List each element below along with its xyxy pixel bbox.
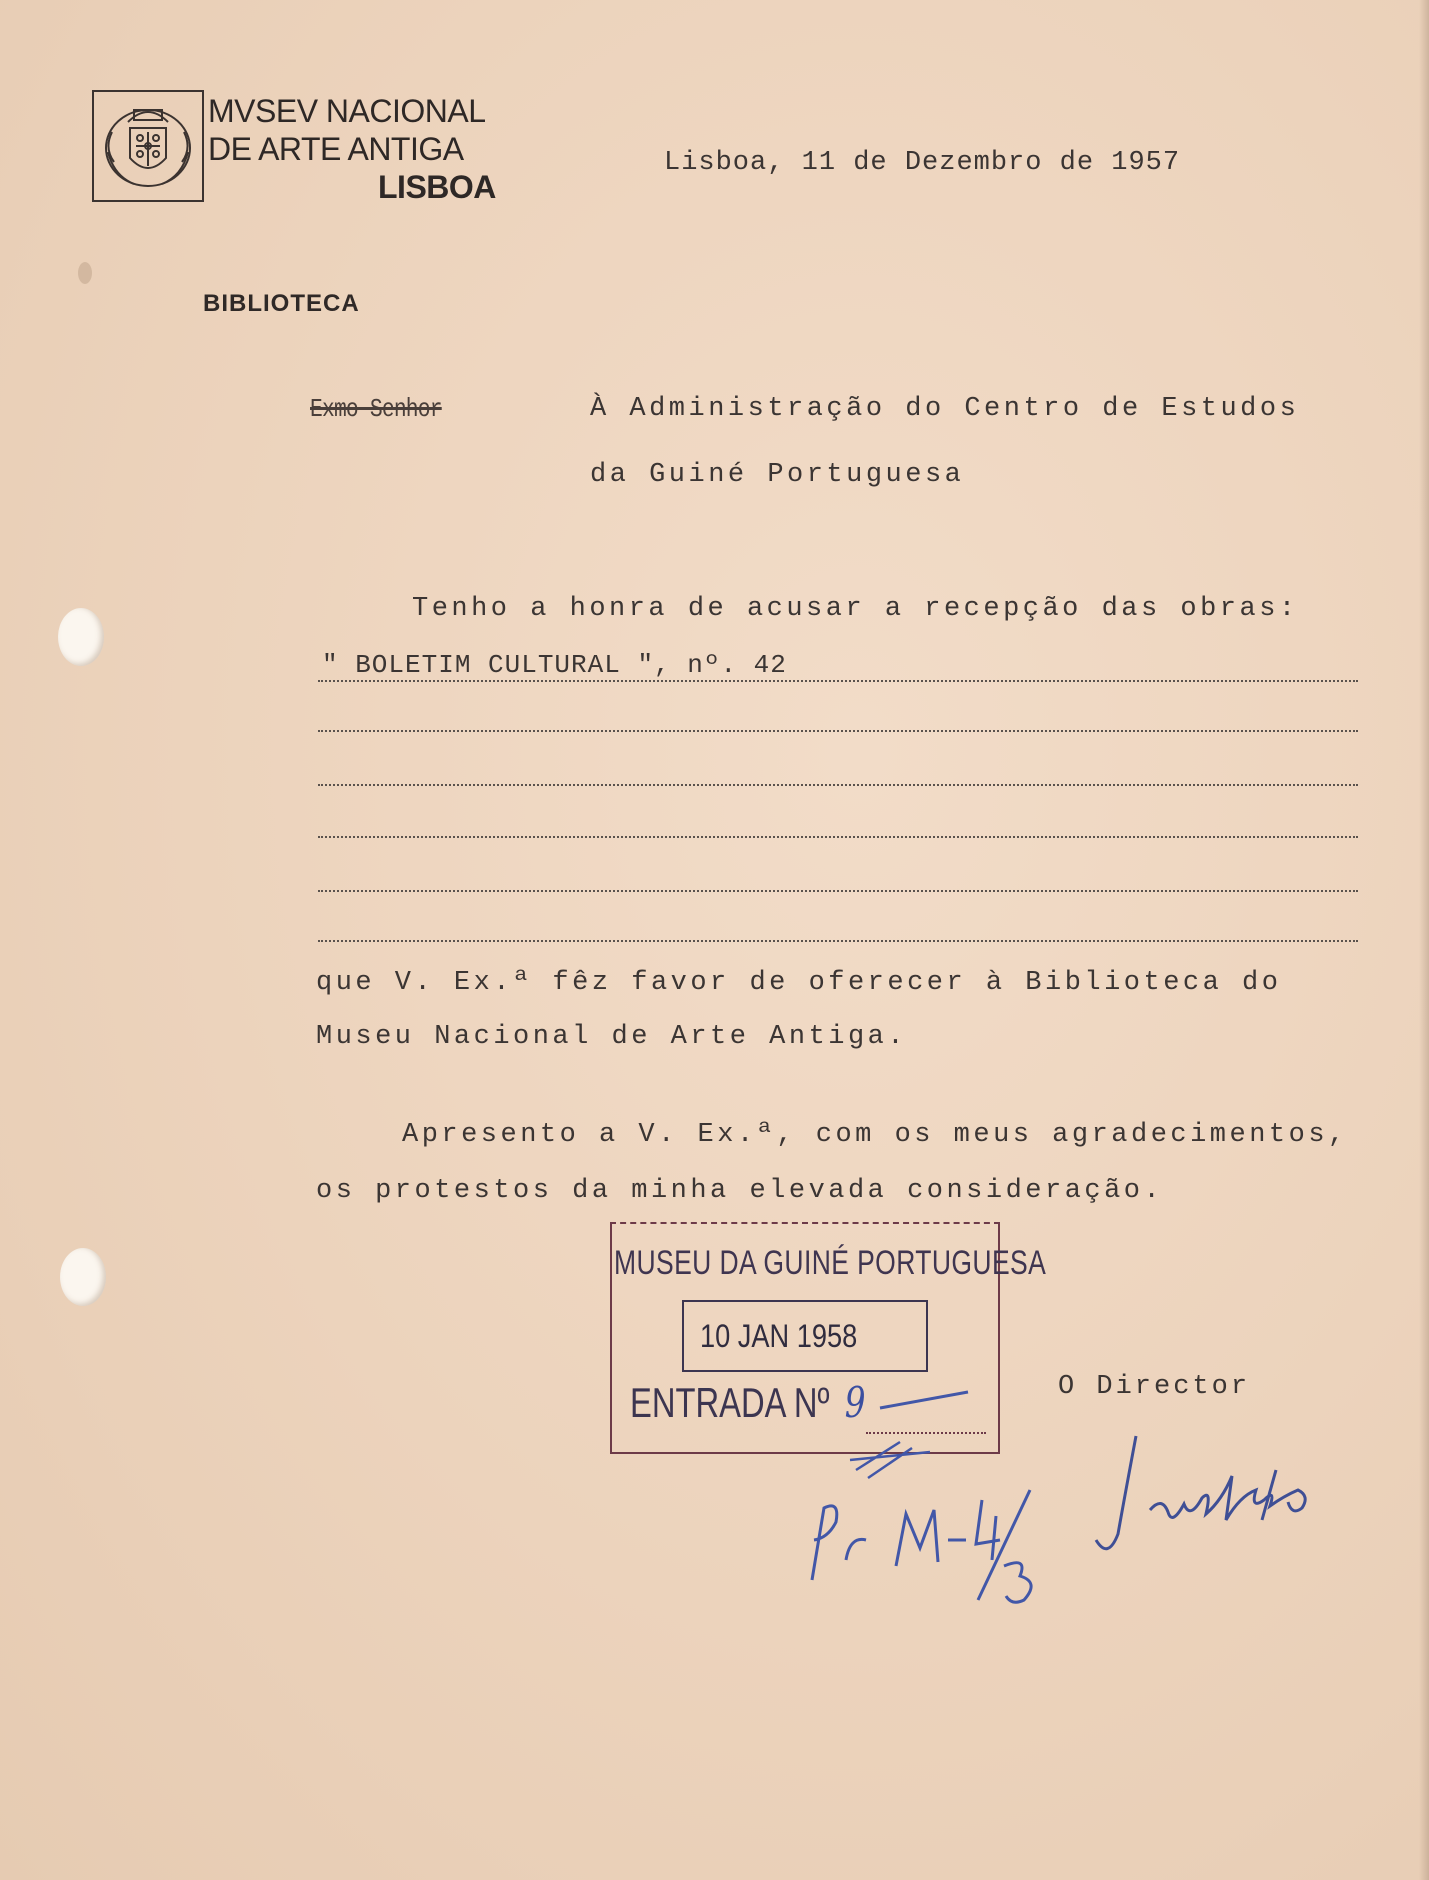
- letterhead-line3: LISBOA: [378, 169, 496, 205]
- stamp-institution: MUSEU DA GUINÉ PORTUGUESA: [614, 1244, 1047, 1282]
- signatory-title: O Director: [1058, 1372, 1251, 1402]
- offer-line1: que V. Ex.ª fêz favor de oferecer à Biblioteca do: [316, 968, 1282, 998]
- struck-salutation-text: Exmo Senhor: [310, 394, 442, 424]
- entry-number-strike: [880, 1392, 968, 1408]
- department-label: BIBLIOTECA: [203, 290, 360, 317]
- stamp-date: 10 JAN 1958: [700, 1318, 858, 1354]
- dateline: Lisboa, 11 de Dezembro de 1957: [664, 148, 1181, 178]
- offer-line2: Museu Nacional de Arte Antiga.: [316, 1022, 908, 1052]
- stamp-entry-text: ENTRADA Nº: [630, 1379, 830, 1426]
- intro-text: Tenho a honra de acusar a recepção das obras:: [412, 594, 1299, 624]
- stamp-entry-number: 9: [844, 1378, 866, 1427]
- recipient-line1: À Administração do Centro de Estudos: [590, 394, 1300, 424]
- letterhead-line1: MVSEV NACIONAL: [208, 93, 486, 129]
- works-entry: " BOLETIM CULTURAL ", nº. 42: [322, 650, 787, 680]
- archive-note-mark: [812, 1490, 1031, 1602]
- closing-line1: Apresento a V. Ex.ª, com os meus agradecimentos,: [402, 1120, 1348, 1150]
- archive-hatch-mark: [850, 1442, 930, 1478]
- recipient-line2: da Guiné Portuguesa: [590, 460, 965, 490]
- director-signature-mark: [1096, 1436, 1305, 1549]
- closing-line2: os protestos da minha elevada consideração.: [316, 1176, 1164, 1206]
- letterhead-line2: DE ARTE ANTIGA: [208, 131, 464, 167]
